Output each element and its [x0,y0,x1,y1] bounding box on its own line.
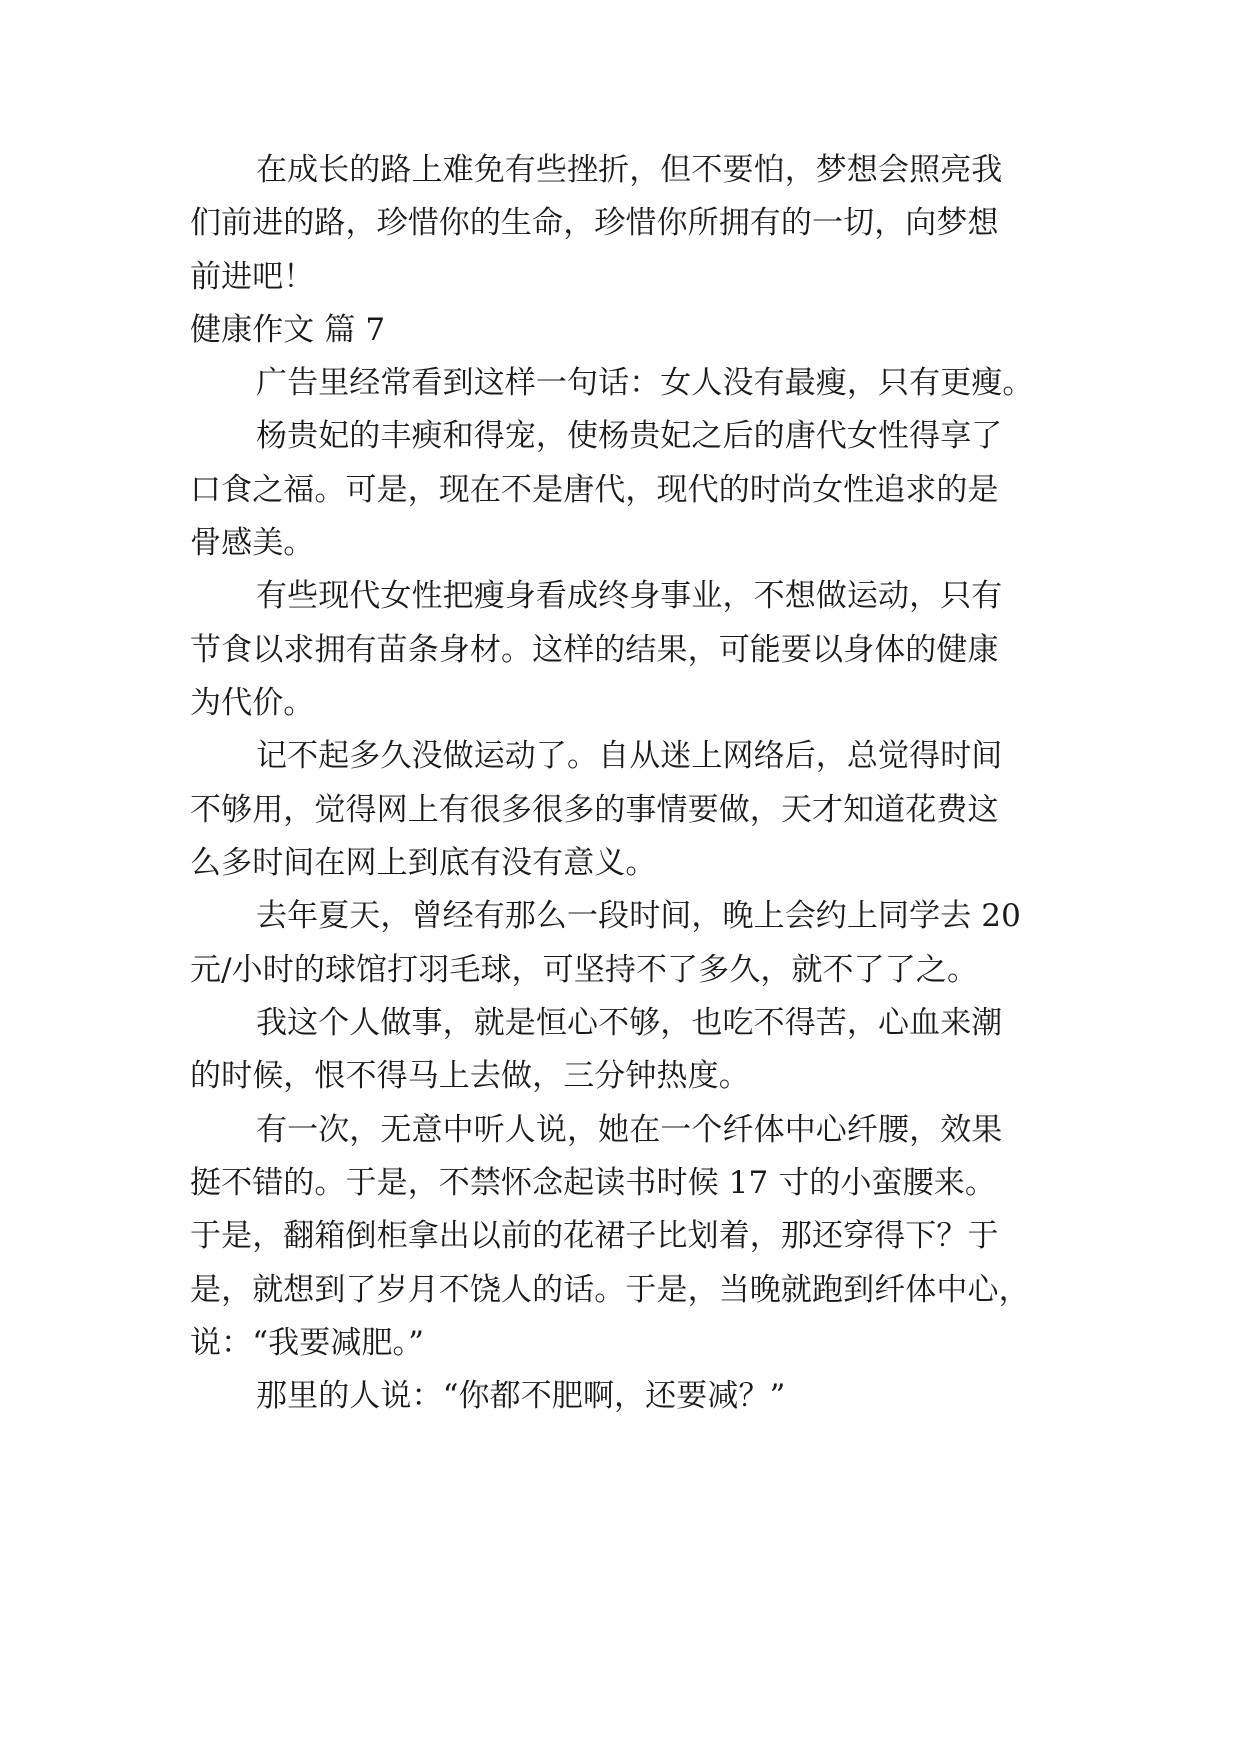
paragraph-line: 有些现代女性把瘦身看成终身事业，不想做运动，只有 [256,578,1003,614]
paragraph-line: 记不起多久没做运动了。自从迷上网络后，总觉得时间 [256,738,1003,774]
paragraph-line: 有一次，无意中听人说，她在一个纤体中心纤腰，效果 [256,1112,1003,1148]
paragraph-line: 广告里经常看到这样一句话：女人没有最瘦，只有更瘦。 [256,365,1034,401]
paragraph-line: 在成长的路上难免有些挫折，但不要怕，梦想会照亮我 [256,152,1003,188]
section-title: 健康作文 篇 7 [190,312,386,348]
paragraph-line: 元/小时的球馆打羽毛球，可坚持不了多久，就不了了之。 [190,952,979,988]
paragraph-line: 骨感美。 [190,525,315,561]
paragraph-line: 去年夏天，曾经有那么一段时间，晚上会约上同学去 20 [256,898,1021,934]
paragraph-line: 们前进的路，珍惜你的生命，珍惜你所拥有的一切，向梦想 [190,205,999,241]
paragraph-line: 是，就想到了岁月不饶人的话。于是，当晚就跑到纤体中心， [190,1272,1030,1308]
paragraph-line: 那里的人说：“你都不肥啊，还要减？” [256,1378,786,1414]
paragraph-line: 于是，翻箱倒柜拿出以前的花裙子比划着，那还穿得下？于 [190,1218,999,1254]
paragraph-line: 说：“我要减肥。” [190,1325,425,1361]
paragraph-line: 挺不错的。于是，不禁怀念起读书时候 17 寸的小蛮腰来。 [190,1165,996,1201]
paragraph-line: 么多时间在网上到底有没有意义。 [190,845,657,881]
paragraph-line: 口食之福。可是，现在不是唐代，现代的时尚女性追求的是 [190,472,999,508]
paragraph-line: 的时候，恨不得马上去做，三分钟热度。 [190,1058,750,1094]
paragraph-line: 为代价。 [190,685,315,721]
paragraph-line: 前进吧！ [190,259,315,295]
paragraph-line: 节食以求拥有苗条身材。这样的结果，可能要以身体的健康 [190,632,999,668]
paragraph-line: 不够用，觉得网上有很多很多的事情要做，天才知道花费这 [190,792,999,828]
paragraph-line: 我这个人做事，就是恒心不够，也吃不得苦，心血来潮 [256,1005,1003,1041]
paragraph-line: 杨贵妃的丰瘐和得宠，使杨贵妃之后的唐代女性得享了 [256,418,1003,454]
